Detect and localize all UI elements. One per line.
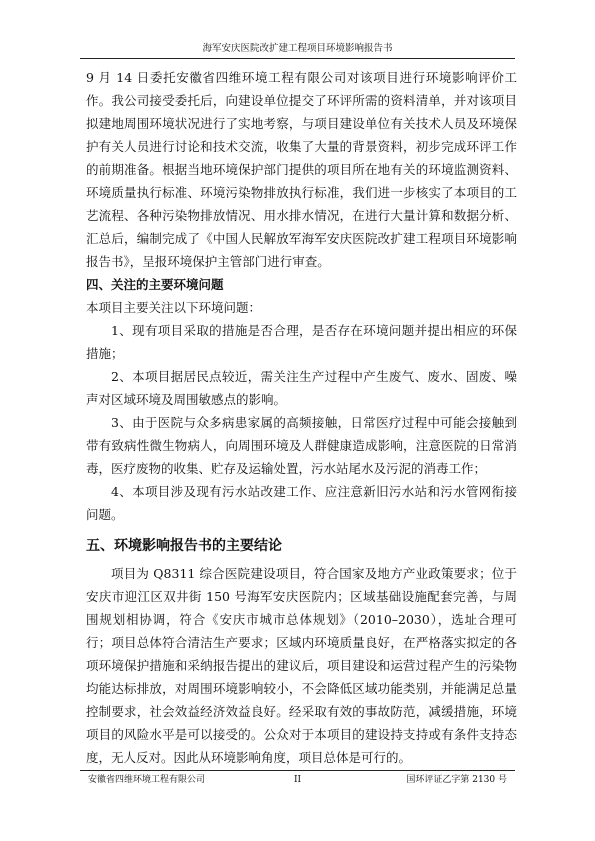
section4-item-4: 4、本项目涉及现有污水站改建工作、应注意新旧污水站和污水管网衔接问题。 — [86, 484, 517, 522]
section4-item-1: 1、现有项目采取的措施是否合理，是否存在环境问题并提出相应的环保措施； — [86, 323, 517, 361]
page-header — [80, 40, 515, 59]
document-body — [86, 66, 517, 769]
footer-company: 安徽省四维环境工程有限公司 — [88, 775, 206, 785]
page-footer — [80, 770, 515, 789]
section4-item-2: 2、本项目据居民点较近，需关注生产过程中产生废气、废水、固废、噪声对区域环境及周围敏感点的影响。 — [86, 369, 517, 407]
section4-heading: 四、关注的主要环境问题 — [86, 277, 224, 292]
header-title: 海军安庆医院改扩建工程项目环境影响报告书 — [202, 43, 393, 54]
section4-item-3: 3、由于医院与众多病患家属的高频接触，日常医疗过程中可能会接触到带有致病性微生物病人，向周围环境及人群健康造成影响，注意医院的日常消毒，医疗废物的收集、贮存及运输处置，污水站尾水及污泥的消毒工作； — [86, 415, 517, 476]
section4-lead: 本项目主要关注以下环境问题： — [86, 300, 262, 315]
section5-heading: 五、环境影响报告书的主要结论 — [86, 538, 282, 554]
intro-paragraph: 9 月 14 日委托安徽省四维环境工程有限公司对该项目进行环境影响评价工作。我公司接受委托后，向建设单位提交了环评所需的资料清单，并对该项目拟建地周围环境状况进行了实地考察，与项目建设单位有关技术人员及环境保护有关人员进行讨论和技术交流，收集了大量的背景资料，初步完成环评工作的前期准备。根据当地环境保护部门提供的项目所在地有关的环境监测资料、环境质量执行标准、环境污染物排放执行标准，我们进一步核实了本项目的工艺流程、各种污染物排放情况、用水排水情况，在进行大量计算和数据分析、汇总后，编制完成了《中国人民解放军海军安庆医院改扩建工程项目环境影响报告书》，呈报环境保护主管部门进行审查。 — [86, 70, 517, 269]
footer-certificate: 国环评证乙字第 2130 号 — [406, 775, 507, 785]
page-number: II — [293, 775, 302, 785]
section5-paragraph: 项目为 Q8311 综合医院建设项目，符合国家及地方产业政策要求；位于安庆市迎江区双井街 150 号海军安庆医院内；区域基础设施配套完善，与周围规划相协调，符合《安庆市城市总体规划》（2010–2030），选址合理可行；项目总体符合清洁生产要求；区域内环境质量良好，在严格落实拟定的各项环境保护措施和采纳报告提出的建议后，项目建设和运营过程产生的污染物均能达标排放，对周围环境影响较小，不会降低区域功能类别，并能满足总量控制要求，社会效益经济效益良好。经采取有效的事故防范，减缓措施，环境项目的风险水平是可以接受的。公众对于本项目的建设持支持或有条件支持态度，无人反对。因此从环境影响角度，项目总体是可行的。 — [86, 566, 517, 765]
